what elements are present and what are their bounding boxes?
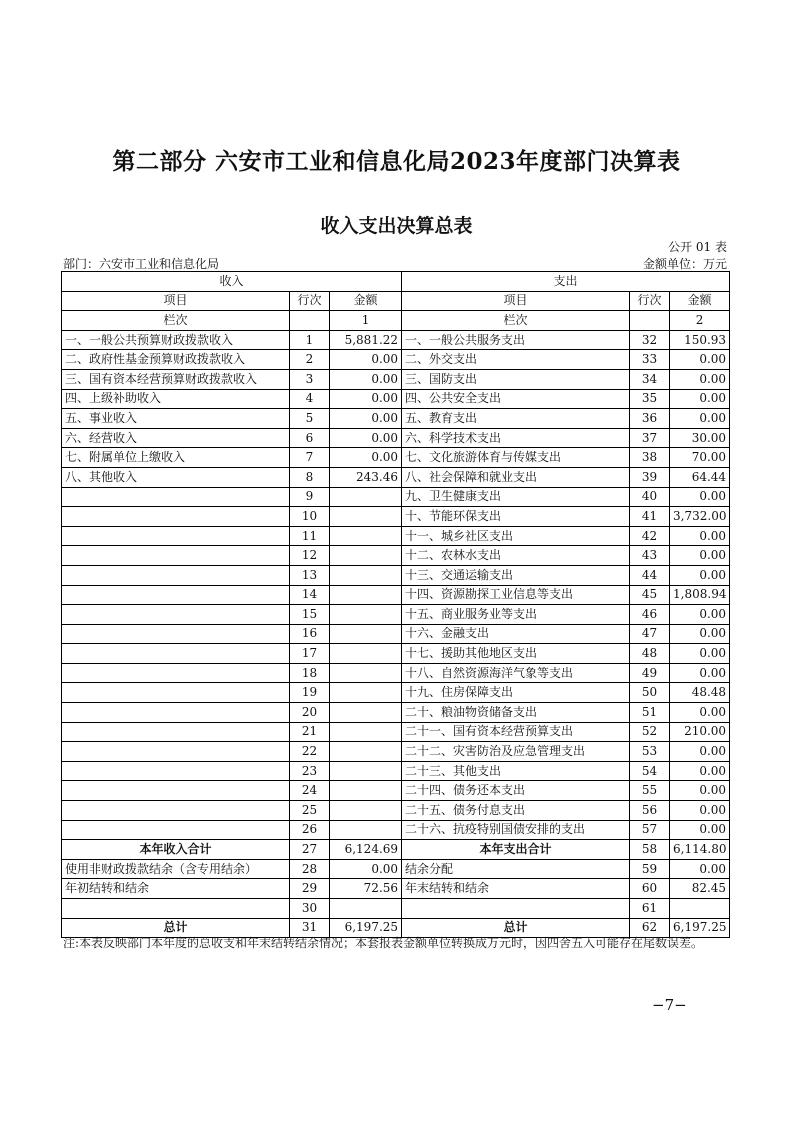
expense-item-cell: 二十、粮油物资储备支出 — [402, 703, 630, 723]
income-amount-cell — [330, 683, 402, 703]
income-rowno-cell: 19 — [290, 683, 330, 703]
table-row — [62, 801, 730, 821]
income-item-cell: 二、政府性基金预算财政拨款收入 — [62, 350, 290, 370]
expense-item-cell: 十四、资源勘探工业信息等支出 — [402, 585, 630, 605]
expense-amount-cell: 64.44 — [670, 467, 730, 487]
income-amount-cell — [330, 899, 402, 919]
expense-item-cell: 本年支出合计 — [402, 840, 630, 860]
table-row — [62, 859, 730, 879]
income-item-cell — [62, 605, 290, 625]
page-number: −7− — [652, 996, 687, 1014]
expense-amount-cell: 0.00 — [670, 389, 730, 409]
income-rowno-cell: 8 — [290, 467, 330, 487]
column-header-row — [62, 291, 730, 311]
income-amount-cell: 243.46 — [330, 467, 402, 487]
department-label: 部门：六安市工业和信息化局 — [63, 257, 220, 271]
income-item-cell: 三、国有资本经营预算财政拨款收入 — [62, 369, 290, 389]
expense-section-header: 支出 — [402, 272, 730, 292]
table-row — [62, 840, 730, 860]
income-item-cell — [62, 487, 290, 507]
income-amount-cell — [330, 703, 402, 723]
table-row — [62, 761, 730, 781]
income-rowno-cell: 30 — [290, 899, 330, 919]
expense-item-cell: 十五、商业服务业等支出 — [402, 605, 630, 625]
income-amount-cell — [330, 507, 402, 527]
expense-amount-cell: 0.00 — [670, 605, 730, 625]
expense-rowno-cell: 44 — [630, 565, 670, 585]
table-row — [62, 644, 730, 664]
expense-item-cell: 二十六、抗疫特别国债安排的支出 — [402, 820, 630, 840]
income-rowno-cell: 10 — [290, 507, 330, 527]
income-rowno-cell: 11 — [290, 526, 330, 546]
income-rowno-cell: 14 — [290, 585, 330, 605]
income-rowno-cell: 22 — [290, 742, 330, 762]
expense-amount-cell: 6,197.25 — [670, 918, 730, 938]
income-rowno-cell: 26 — [290, 820, 330, 840]
income-item-cell — [62, 683, 290, 703]
expense-amount-cell: 0.00 — [670, 624, 730, 644]
table-row — [62, 369, 730, 389]
expense-rowno-cell: 61 — [630, 899, 670, 919]
expense-rowno-cell: 62 — [630, 918, 670, 938]
income-amount-cell: 6,124.69 — [330, 840, 402, 860]
income-amount-cell: 5,881.22 — [330, 330, 402, 350]
income-item-cell: 本年收入合计 — [62, 840, 290, 860]
income-amount-cell: 72.56 — [330, 879, 402, 899]
table-row — [62, 448, 730, 468]
income-rowno-cell: 23 — [290, 761, 330, 781]
table-row — [62, 722, 730, 742]
income-item-cell: 使用非财政拨款结余（含专用结余） — [62, 859, 290, 879]
expense-rowno-cell: 46 — [630, 605, 670, 625]
income-rowno-cell: 24 — [290, 781, 330, 801]
expense-rowno-cell: 49 — [630, 663, 670, 683]
expense-item-cell: 六、科学技术支出 — [402, 428, 630, 448]
income-item-cell — [62, 801, 290, 821]
expense-rowno-cell: 45 — [630, 585, 670, 605]
table-row — [62, 507, 730, 527]
expense-item-cell: 二十四、债务还本支出 — [402, 781, 630, 801]
expense-rowno-cell: 59 — [630, 859, 670, 879]
expense-rowno-cell: 35 — [630, 389, 670, 409]
income-amount-cell: 0.00 — [330, 350, 402, 370]
expense-amount-cell: 0.00 — [670, 663, 730, 683]
table-row — [62, 546, 730, 566]
table-row — [62, 350, 730, 370]
expense-item-cell — [402, 899, 630, 919]
expense-amount-cell: 3,732.00 — [670, 507, 730, 527]
expense-amount-cell: 82.45 — [670, 879, 730, 899]
expense-rowno-cell: 43 — [630, 546, 670, 566]
expense-rowno-header: 行次 — [630, 291, 670, 311]
table-row — [62, 565, 730, 585]
income-item-cell — [62, 761, 290, 781]
income-item-cell — [62, 742, 290, 762]
expense-rowno-cell: 51 — [630, 703, 670, 723]
table-row — [62, 526, 730, 546]
unit-label: 金额单位：万元 — [642, 257, 727, 271]
expense-amount-cell: 0.00 — [670, 781, 730, 801]
expense-item-cell: 结余分配 — [402, 859, 630, 879]
table-row — [62, 683, 730, 703]
expense-amount-cell: 6,114.80 — [670, 840, 730, 860]
income-amount-cell — [330, 546, 402, 566]
column-number-row — [62, 311, 730, 331]
income-amount-cell: 0.00 — [330, 428, 402, 448]
document-title: 第二部分 六安市工业和信息化局2023年度部门决算表 — [112, 148, 681, 175]
expense-item-cell: 十九、住房保障支出 — [402, 683, 630, 703]
income-section-header: 收入 — [62, 272, 402, 292]
income-amount-cell — [330, 742, 402, 762]
table-row — [62, 487, 730, 507]
expense-rowno-cell: 56 — [630, 801, 670, 821]
income-amount-cell: 0.00 — [330, 409, 402, 429]
expense-item-cell: 二十三、其他支出 — [402, 761, 630, 781]
expense-column-number: 2 — [670, 311, 730, 331]
income-rowno-cell: 5 — [290, 409, 330, 429]
expense-rowno-cell: 40 — [630, 487, 670, 507]
income-column-label: 栏次 — [62, 311, 290, 331]
income-amount-cell: 6,197.25 — [330, 918, 402, 938]
expense-rowno-cell: 53 — [630, 742, 670, 762]
expense-amount-cell: 0.00 — [670, 409, 730, 429]
expense-amount-cell: 1,808.94 — [670, 585, 730, 605]
income-item-cell — [62, 644, 290, 664]
expense-amount-cell: 0.00 — [670, 761, 730, 781]
table-row — [62, 409, 730, 429]
expense-item-cell: 一、一般公共服务支出 — [402, 330, 630, 350]
expense-item-cell: 二、外交支出 — [402, 350, 630, 370]
income-item-cell: 七、附属单位上缴收入 — [62, 448, 290, 468]
expense-rowno-cell: 42 — [630, 526, 670, 546]
income-item-cell: 一、一般公共预算财政拨款收入 — [62, 330, 290, 350]
income-item-cell — [62, 722, 290, 742]
table-row — [62, 585, 730, 605]
expense-item-cell: 十三、交通运输支出 — [402, 565, 630, 585]
expense-rowno-cell: 41 — [630, 507, 670, 527]
income-rowno-cell: 18 — [290, 663, 330, 683]
income-item-header: 项目 — [62, 291, 290, 311]
income-rowno-cell: 12 — [290, 546, 330, 566]
income-expense-table — [61, 271, 730, 938]
expense-amount-cell: 30.00 — [670, 428, 730, 448]
expense-item-cell: 二十二、灾害防治及应急管理支出 — [402, 742, 630, 762]
income-item-cell — [62, 624, 290, 644]
income-amount-cell — [330, 605, 402, 625]
income-rowno-cell: 28 — [290, 859, 330, 879]
expense-amount-cell: 0.00 — [670, 369, 730, 389]
income-rowno-cell: 25 — [290, 801, 330, 821]
table-row — [62, 820, 730, 840]
expense-rowno-cell: 52 — [630, 722, 670, 742]
income-item-cell: 五、事业收入 — [62, 409, 290, 429]
income-rowno-cell: 17 — [290, 644, 330, 664]
income-rowno-cell: 13 — [290, 565, 330, 585]
expense-rowno-cell: 37 — [630, 428, 670, 448]
income-item-cell — [62, 585, 290, 605]
expense-item-cell: 十、节能环保支出 — [402, 507, 630, 527]
footnote: 注:本表反映部门本年度的总收支和年末结转结余情况；本套报表金额单位转换成万元时，因四舍五入可能存在尾数误差。 — [63, 936, 704, 950]
income-rowno-cell: 16 — [290, 624, 330, 644]
income-rowno-header: 行次 — [290, 291, 330, 311]
table-row — [62, 428, 730, 448]
income-amount-cell — [330, 722, 402, 742]
section-header-row — [62, 272, 730, 292]
expense-item-cell: 二十一、国有资本经营预算支出 — [402, 722, 630, 742]
expense-item-header: 项目 — [402, 291, 630, 311]
expense-item-cell: 十七、援助其他地区支出 — [402, 644, 630, 664]
income-item-cell — [62, 781, 290, 801]
expense-amount-cell: 150.93 — [670, 330, 730, 350]
expense-rowno-cell: 39 — [630, 467, 670, 487]
income-rowno-cell: 9 — [290, 487, 330, 507]
income-item-cell: 六、经营收入 — [62, 428, 290, 448]
income-amount-cell — [330, 526, 402, 546]
expense-amount-cell: 0.00 — [670, 742, 730, 762]
table-row — [62, 781, 730, 801]
income-amount-header: 金额 — [330, 291, 402, 311]
expense-amount-cell: 0.00 — [670, 565, 730, 585]
income-item-cell — [62, 546, 290, 566]
income-amount-cell: 0.00 — [330, 389, 402, 409]
income-item-cell — [62, 507, 290, 527]
income-item-cell: 年初结转和结余 — [62, 879, 290, 899]
income-item-cell: 总计 — [62, 918, 290, 938]
expense-amount-cell: 210.00 — [670, 722, 730, 742]
income-amount-cell — [330, 781, 402, 801]
expense-item-cell: 八、社会保障和就业支出 — [402, 467, 630, 487]
expense-amount-cell: 0.00 — [670, 859, 730, 879]
income-rowno-cell: 1 — [290, 330, 330, 350]
form-number: 公开 01 表 — [668, 240, 727, 254]
income-item-cell — [62, 899, 290, 919]
income-item-cell: 八、其他收入 — [62, 467, 290, 487]
expense-rowno-cell: 60 — [630, 879, 670, 899]
table-row — [62, 879, 730, 899]
income-amount-cell — [330, 801, 402, 821]
income-amount-cell — [330, 565, 402, 585]
income-rowno-cell: 3 — [290, 369, 330, 389]
income-item-cell — [62, 526, 290, 546]
income-amount-cell — [330, 761, 402, 781]
income-rowno-cell: 15 — [290, 605, 330, 625]
income-item-cell — [62, 820, 290, 840]
expense-rowno-cell: 47 — [630, 624, 670, 644]
expense-column-label: 栏次 — [402, 311, 630, 331]
income-item-cell — [62, 663, 290, 683]
expense-amount-cell: 0.00 — [670, 801, 730, 821]
expense-rowno-cell: 48 — [630, 644, 670, 664]
expense-item-cell: 九、卫生健康支出 — [402, 487, 630, 507]
expense-item-cell: 二十五、债务付息支出 — [402, 801, 630, 821]
expense-rowno-cell: 32 — [630, 330, 670, 350]
income-amount-cell — [330, 487, 402, 507]
income-amount-cell — [330, 585, 402, 605]
expense-amount-cell — [670, 899, 730, 919]
table-row — [62, 703, 730, 723]
income-amount-cell — [330, 624, 402, 644]
expense-amount-header: 金额 — [670, 291, 730, 311]
expense-rowno-cell: 57 — [630, 820, 670, 840]
expense-rowno-cell: 38 — [630, 448, 670, 468]
income-rowno-cell: 20 — [290, 703, 330, 723]
income-rowno-cell: 2 — [290, 350, 330, 370]
income-amount-cell: 0.00 — [330, 448, 402, 468]
income-rowno-cell: 31 — [290, 918, 330, 938]
income-column-number: 1 — [330, 311, 402, 331]
expense-item-cell: 三、国防支出 — [402, 369, 630, 389]
expense-amount-cell: 0.00 — [670, 546, 730, 566]
table-row — [62, 742, 730, 762]
expense-amount-cell: 70.00 — [670, 448, 730, 468]
table-row — [62, 899, 730, 919]
income-amount-cell: 0.00 — [330, 859, 402, 879]
income-amount-cell — [330, 644, 402, 664]
expense-rowno-cell: 54 — [630, 761, 670, 781]
income-item-cell: 四、上级补助收入 — [62, 389, 290, 409]
income-amount-cell — [330, 820, 402, 840]
expense-item-cell: 总计 — [402, 918, 630, 938]
expense-amount-cell: 0.00 — [670, 350, 730, 370]
table-row — [62, 467, 730, 487]
expense-amount-cell: 48.48 — [670, 683, 730, 703]
expense-amount-cell: 0.00 — [670, 703, 730, 723]
income-rowno-cell: 29 — [290, 879, 330, 899]
expense-item-cell: 七、文化旅游体育与传媒支出 — [402, 448, 630, 468]
expense-rowno-cell: 58 — [630, 840, 670, 860]
income-rowno-cell: 27 — [290, 840, 330, 860]
table-row — [62, 330, 730, 350]
expense-item-cell: 年末结转和结余 — [402, 879, 630, 899]
expense-amount-cell: 0.00 — [670, 820, 730, 840]
income-amount-cell: 0.00 — [330, 369, 402, 389]
expense-amount-cell: 0.00 — [670, 487, 730, 507]
income-rowno-cell: 7 — [290, 448, 330, 468]
income-rowno-cell: 4 — [290, 389, 330, 409]
table-row — [62, 624, 730, 644]
expense-item-cell: 十二、农林水支出 — [402, 546, 630, 566]
expense-rowno-cell: 50 — [630, 683, 670, 703]
expense-item-cell: 十六、金融支出 — [402, 624, 630, 644]
expense-rowno-cell: 36 — [630, 409, 670, 429]
table-row — [62, 389, 730, 409]
income-amount-cell — [330, 663, 402, 683]
income-item-cell — [62, 703, 290, 723]
empty-cell — [290, 311, 330, 331]
expense-amount-cell: 0.00 — [670, 526, 730, 546]
table-row — [62, 663, 730, 683]
income-rowno-cell: 21 — [290, 722, 330, 742]
expense-item-cell: 五、教育支出 — [402, 409, 630, 429]
expense-rowno-cell: 55 — [630, 781, 670, 801]
table-row — [62, 605, 730, 625]
empty-cell — [630, 311, 670, 331]
expense-item-cell: 十一、城乡社区支出 — [402, 526, 630, 546]
income-rowno-cell: 6 — [290, 428, 330, 448]
expense-rowno-cell: 33 — [630, 350, 670, 370]
expense-amount-cell: 0.00 — [670, 644, 730, 664]
expense-rowno-cell: 34 — [630, 369, 670, 389]
expense-item-cell: 十八、自然资源海洋气象等支出 — [402, 663, 630, 683]
expense-item-cell: 四、公共安全支出 — [402, 389, 630, 409]
income-item-cell — [62, 565, 290, 585]
table-title: 收入支出决算总表 — [320, 215, 473, 237]
